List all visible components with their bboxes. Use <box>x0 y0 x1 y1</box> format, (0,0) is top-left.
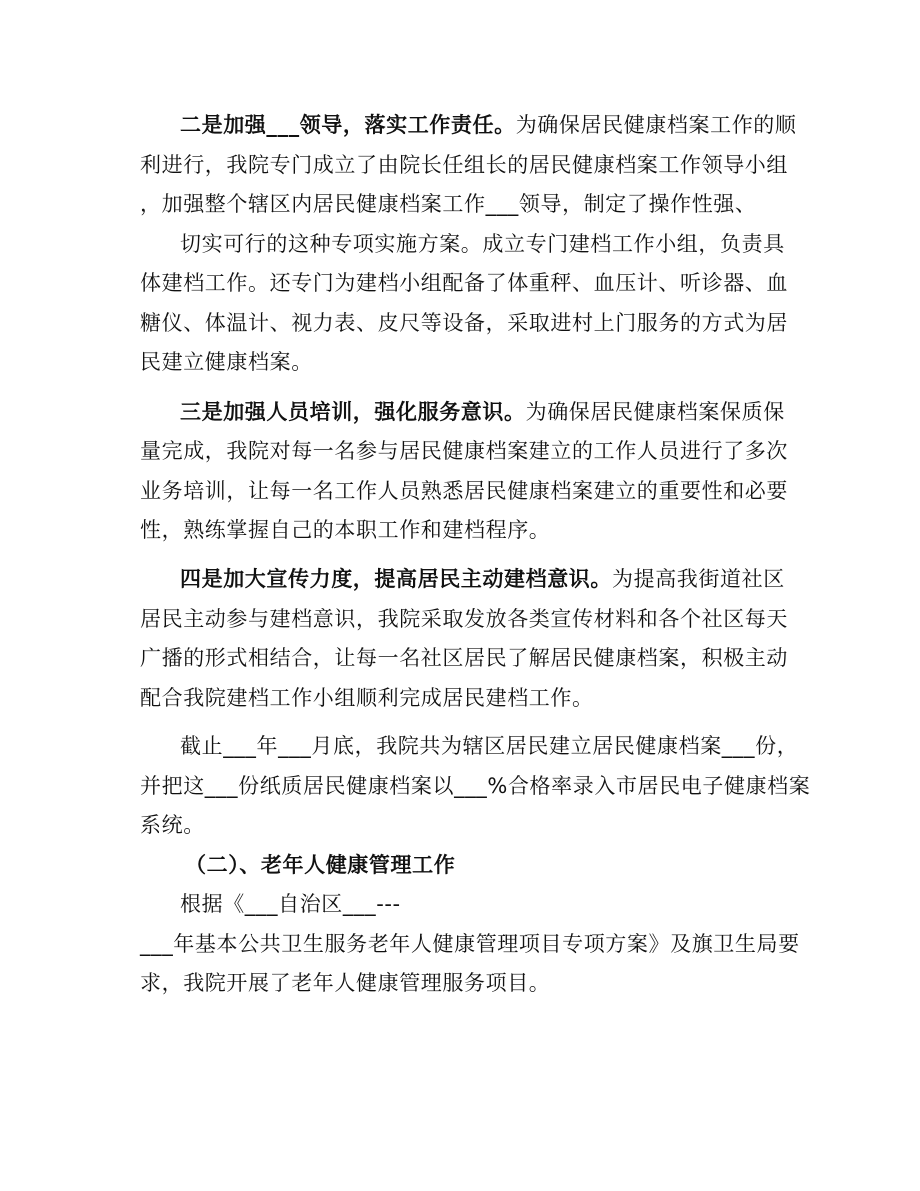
paragraph-1-line-2: 利进行，我院专门成立了由院长任组长的居民健康档案工作领导小组 <box>140 153 788 177</box>
paragraph-1-line-4: 切实可行的这种专项实施方案。成立专门建档工作小组，负责具 <box>180 232 785 256</box>
paragraph-2-lead: 三是加强人员培训，强化服务意识。 <box>180 400 526 424</box>
paragraph-3-line-2: 居民主动参与建档意识，我院采取发放各类宣传材料和各个社区每天 <box>140 607 788 631</box>
paragraph-3-line-3: 广播的形式相结合，让每一名社区居民了解居民健康档案，积极主动 <box>140 646 788 670</box>
paragraph-5-line-3: 求，我院开展了老年人健康管理服务项目。 <box>140 971 551 995</box>
paragraph-4-line-1: 截止___年___月底，我院共为辖区居民建立居民健康档案___份， <box>180 734 799 758</box>
paragraph-1-line-3: ，加强整个辖区内居民健康档案工作___领导，制定了操作性强、 <box>140 192 757 216</box>
paragraph-2-line-3: 业务培训，让每一名工作人员熟悉居民健康档案建立的重要性和必要 <box>140 479 788 503</box>
paragraph-1-line-6: 糖仪、体温计、视力表、皮尺等设备，采取进村上门服务的方式为居 <box>140 311 788 335</box>
paragraph-5-line-2: ___年基本公共卫生服务老年人健康管理项目专项方案》及旗卫生局要 <box>140 932 800 956</box>
paragraph-3-line-1-text: 为提高我街道社区 <box>612 567 785 591</box>
paragraph-4-line-2: 并把这___份纸质居民健康档案以___%合格率录入市居民电子健康档案 <box>140 774 811 798</box>
section-heading: （二）、老年人健康管理工作 <box>185 853 456 877</box>
paragraph-3-line-4: 配合我院建档工作小组顺利完成居民建档工作。 <box>140 686 594 710</box>
paragraph-2-line-4: 性，熟练掌握自己的本职工作和建档程序。 <box>140 518 551 542</box>
paragraph-1-lead: 二是加强___领导，落实工作责任。 <box>180 113 516 137</box>
paragraph-3-line-1 <box>180 564 840 594</box>
paragraph-4-line-3: 系统。 <box>140 813 205 837</box>
paragraph-2-line-1 <box>180 397 840 427</box>
paragraph-2-line-1-text: 为确保居民健康档案保质保 <box>525 400 785 424</box>
paragraph-1-line-7: 民建立健康档案。 <box>140 350 313 374</box>
paragraph-1-line-5: 体建档工作。还专门为建档小组配备了体重秤、血压计、听诊器、血 <box>140 271 788 295</box>
paragraph-3-lead: 四是加大宣传力度，提高居民主动建档意识。 <box>180 567 612 591</box>
paragraph-1-line-1 <box>180 110 840 140</box>
paragraph-1-line-1-text: 为确保居民健康档案工作的顺 <box>515 113 797 137</box>
paragraph-5-line-1: 根据《___自治区___--- <box>180 892 401 916</box>
paragraph-2-line-2: 量完成，我院对每一名参与居民健康档案建立的工作人员进行了多次 <box>140 439 788 463</box>
